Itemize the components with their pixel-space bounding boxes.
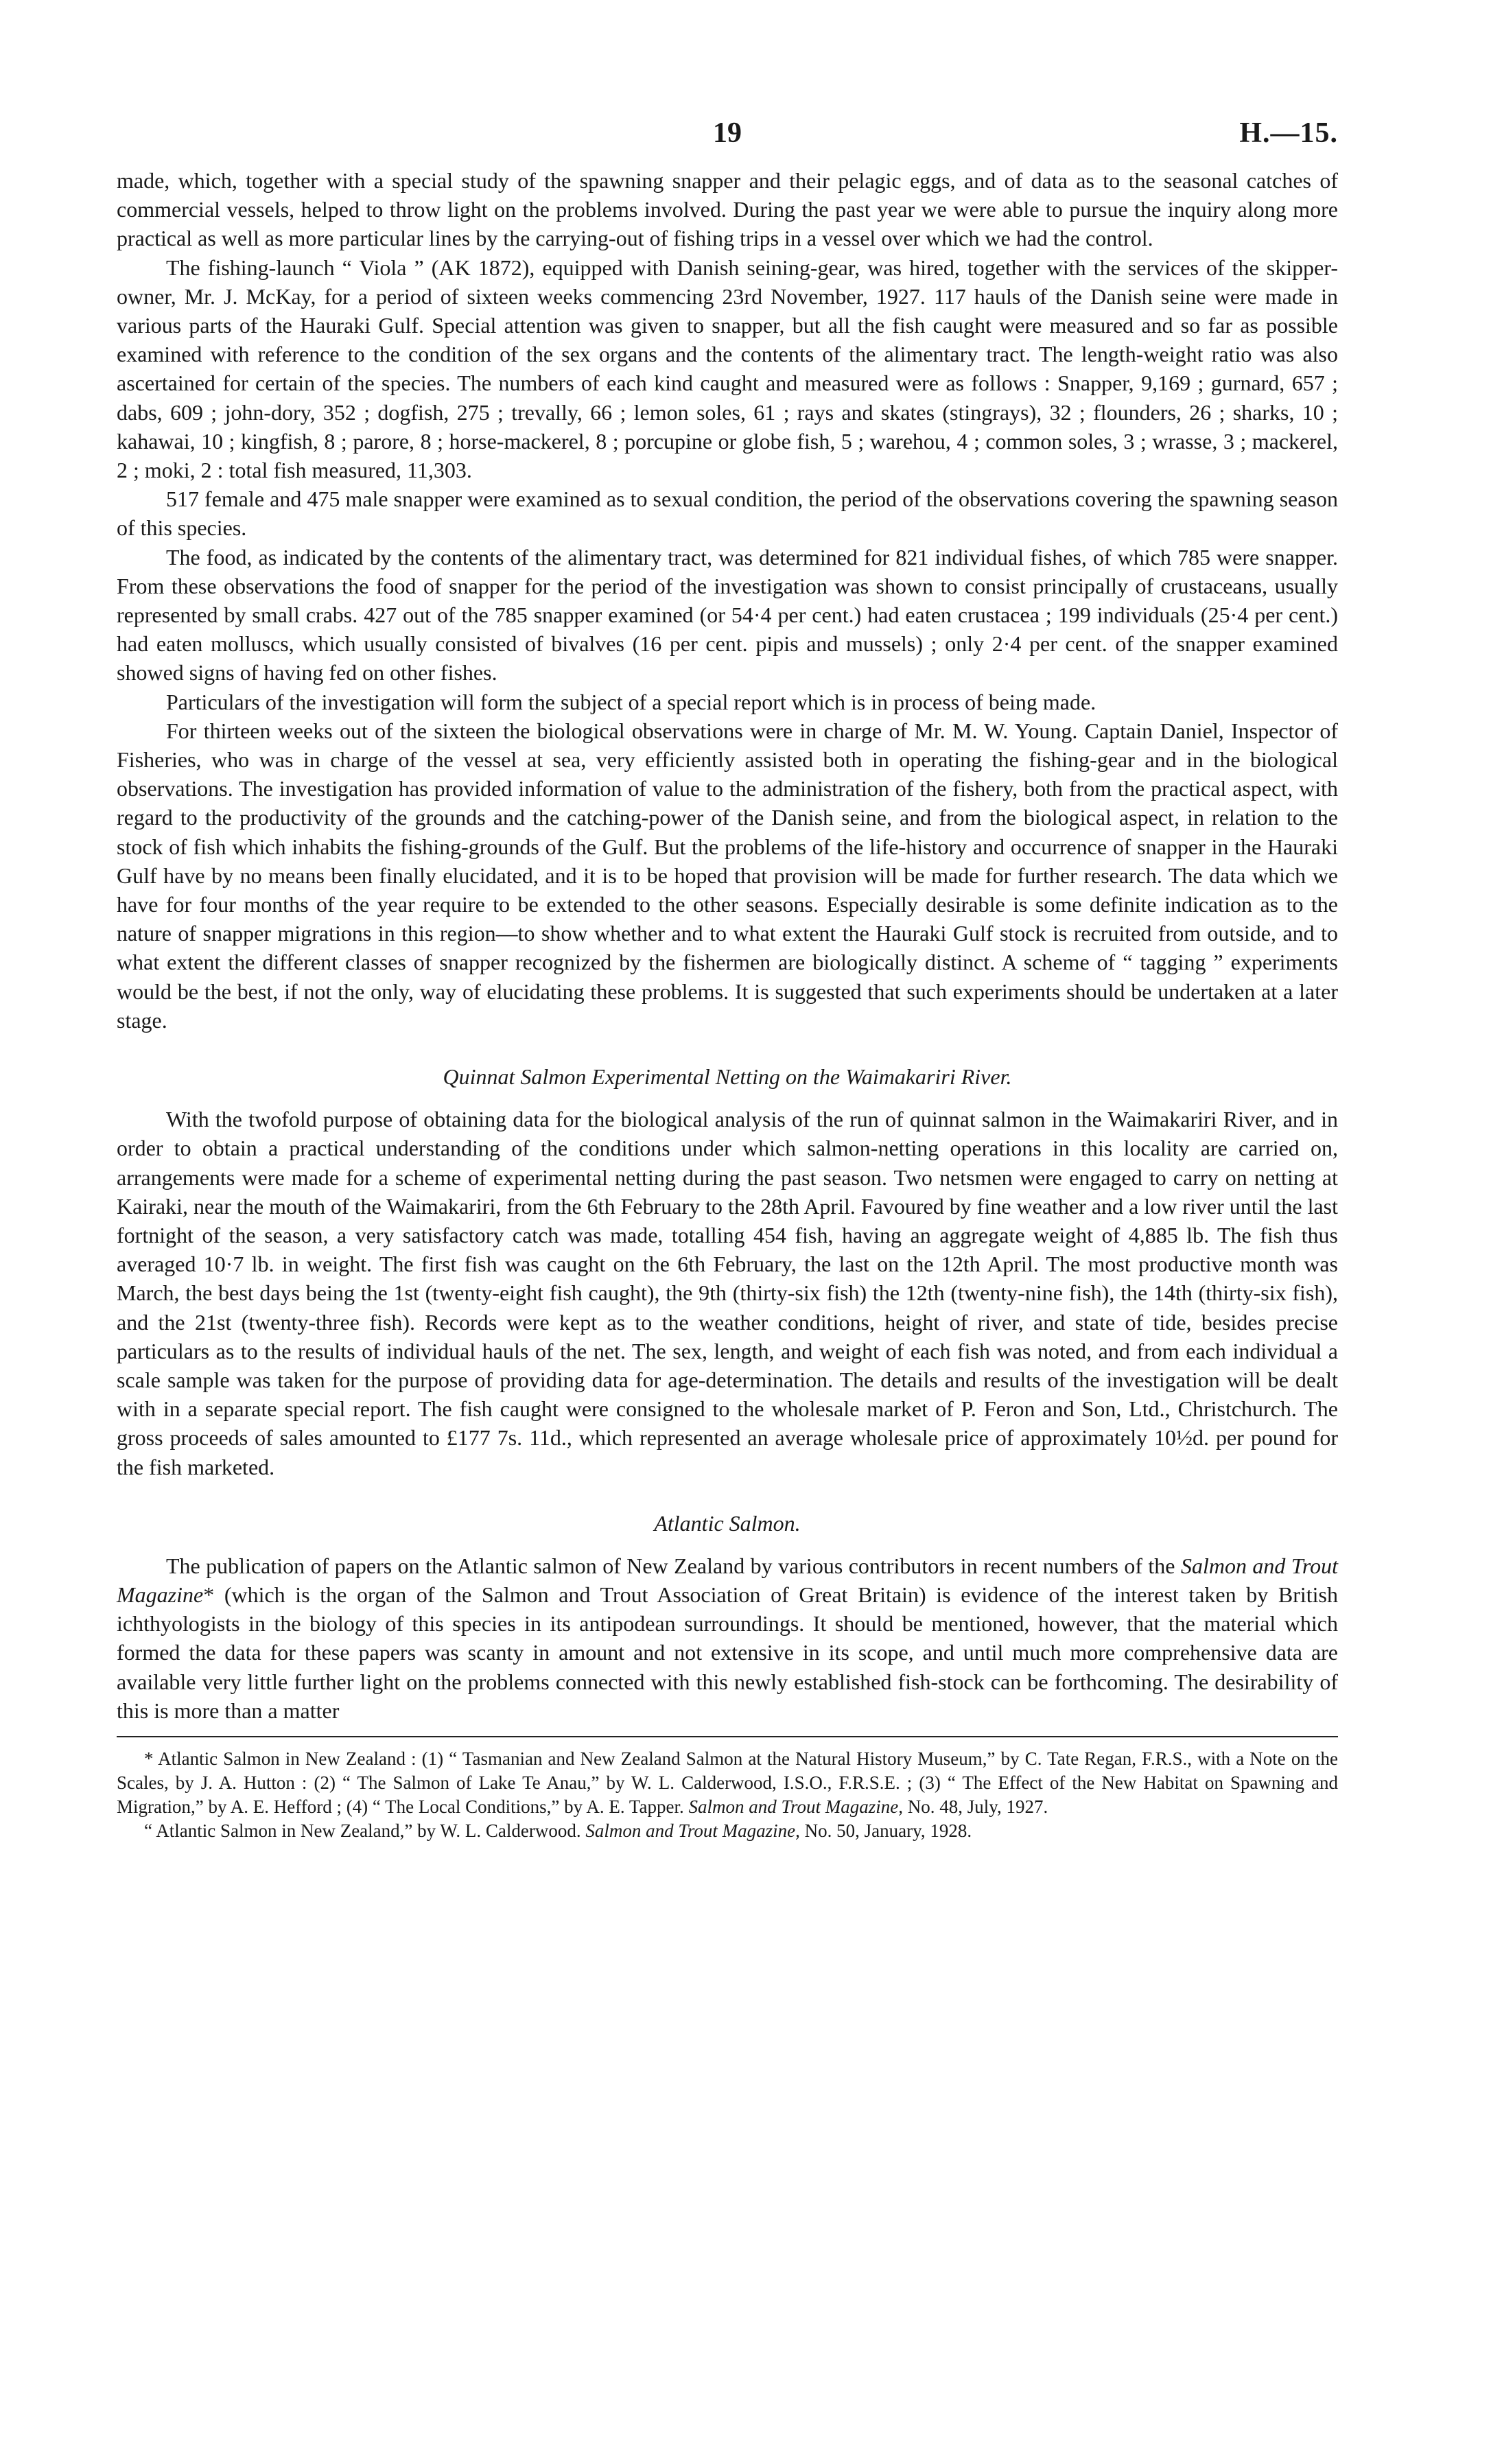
section-heading-quinnat: Quinnat Salmon Experimental Netting on the Waimakariri River. (443, 1064, 1012, 1090)
text-run: The publication of papers on the Atlantic salmon of New Zealand by various contributors in recent numbers of the (166, 1553, 1181, 1578)
paragraph (117, 1551, 1338, 1725)
magazine-title: Salmon and Trout Magazine, (688, 1796, 903, 1817)
paragraph: Particulars of the investigation will form the subject of a special report which is in process of being made. (166, 689, 1096, 714)
paragraph: The food, as indicated by the contents of the alimentary tract, was determined for 821 individual fishes, of which 785 were snapper. From these observations the food of snapper for the period of the investigation was shown to consist principally of crustaceans, usually represented by small crabs. 427 out of the 785 snapper examined (or 54·4 per cent.) had eaten crustacea ; 199 individuals (25·4 per cent.) had eaten molluscs, which usually consisted of bivalves (16 per cent. pipis and mussels) ; only 2·4 per cent. of the snapper examined showed signs of having fed on other fishes. (117, 544, 1338, 685)
paragraph: made, which, together with a special study of the spawning snapper and their pelagic eggs, and of data as to the seasonal catches of commercial vessels, helped to throw light on the problems involved. During the past year we were able to pursue the inquiry along more practical as well as more particular lines by the carrying-out of fishing trips in a vessel over which we had the control. (117, 168, 1338, 251)
paragraph: With the twofold purpose of obtaining data for the biological analysis of the run of quinnat salmon in the Waimakariri River, and in order to obtain a practical understanding of the conditions under which salmon-netting operations in this locality are carried on, arrangements were made for a scheme of experimental netting during the past season. Two netsmen were engaged to carry on netting at Kairaki, near the mouth of the Waimakariri, from the 6th February to the 28th April. Favoured by fine weather and a low river until the last fortnight of the season, a very satisfactory catch was made, totalling 454 fish, having an aggregate weight of 4,885 lb. The fish thus averaged 10·7 lb. in weight. The first fish was caught on the 6th February, the last on the 12th April. The most productive month was March, the best days being the 1st (twenty-eight fish caught), the 9th (thirty-six fish) the 12th (twenty-nine fish), the 14th (thirty-six fish), and the 21st (twenty-three fish). Records were kept as to the weather conditions, height of river, and state of tide, besides precise particulars as to the results of individual hauls of the net. The sex, length, and weight of each fish was noted, and from each individual a scale sample was taken for the purpose of providing data for age-determination. The details and results of the investigation will be dealt with in a separate special report. The fish caught were consigned to the wholesale market of P. Feron and Son, Ltd., Christchurch. The gross proceeds of sales amounted to £177 7s. 11d., which represented an average wholesale price of approximately 10½d. per pound for the fish marketed. (117, 1107, 1338, 1479)
paragraph: 517 female and 475 male snapper were examined as to sexual condition, the period of the observations covering the spawning season of this species. (117, 486, 1338, 541)
footnote (117, 1747, 1338, 1819)
paragraph: For thirteen weeks out of the sixteen the biological observations were in charge of Mr. M. W. Young. Captain Daniel, Inspector of Fisheries, who was in charge of the vessel at sea, very efficiently assisted both in operating the fishing-gear and in the biological observations. The investigation has provided information of value to the administration of the fishery, both from the practical aspect, with regard to the productivity of the grounds and the catching-power of the Danish seine, and from the biological aspect, in relation to the stock of fish which inhabits the fishing-grounds of the Gulf. But the problems of the life-history and occurrence of snapper in the Hauraki Gulf have by no means been finally elucidated, and it is to be hoped that provision will be made for further research. The data which we have for four months of the year require to be extended to the other seasons. Especially desirable is some definite indication as to the nature of snapper migrations in this region—to show whether and to what extent the Hauraki Gulf stock is recruited from outside, and to what extent the different classes of snapper recognized by the fishermen are biologically distinct. A scheme of “ tagging ” experiments would be the best, if not the only, way of elucidating these problems. It is suggested that such experiments should be undertaken at a later stage. (117, 718, 1338, 1033)
magazine-title: Salmon and Trout Magazine, (585, 1820, 800, 1841)
intro-section (117, 166, 1338, 1035)
section-heading-atlantic: Atlantic Salmon. (654, 1510, 801, 1536)
paragraph: The fishing-launch “ Viola ” (AK 1872), equipped with Danish seining-gear, was hired, together with the services of the skipper-owner, Mr. J. McKay, for a period of sixteen weeks commencing 23rd November, 1927. 117 hauls of the Danish seine were made in various parts of the Hauraki Gulf. Special attention was given to snapper, but all the fish caught were measured and so far as possible examined with reference to the condition of the sex organs and the contents of the alimentary tract. The length-weight ratio was also ascertained for certain of the species. The numbers of each kind caught and measured were as follows : Snapper, 9,169 ; gurnard, 657 ; dabs, 609 ; john-dory, 352 ; dogfish, 275 ; trevally, 66 ; lemon soles, 61 ; rays and skates (stingrays), 32 ; flounders, 26 ; sharks, 10 ; kahawai, 10 ; kingfish, 8 ; parore, 8 ; horse-mackerel, 8 ; porcupine or globe fish, 5 ; warehou, 4 ; common soles, 3 ; wrasse, 3 ; mackerel, 2 ; moki, 2 : total fish measured, 11,303. (117, 255, 1338, 483)
text-run: * (which is the organ of the Salmon and Trout Association of Great Britain) is evidence of the interest taken by British ichthyologists in the biology of this species in its antipodean surroundings. It should be mentioned, however, that the material which formed the data for these papers was scanty in amount and not extensive in its scope, and until much more comprehensive data are available very little further light on the problems connected with this newly established fish-stock can be forthcoming. The desirability of this is more than a matter (117, 1582, 1338, 1723)
text-run: No. 48, July, 1927. (903, 1796, 1048, 1817)
atlantic-section (117, 1551, 1338, 1725)
page-number: 19 (713, 117, 742, 149)
document-reference: H.—15. (1239, 117, 1338, 149)
text-run: No. 50, January, 1928. (799, 1820, 972, 1841)
text-run: * Atlantic Salmon in New Zealand : (1) “ Tasmanian and New Zealand Salmon at the Natural History Museum,” by C. Tate Regan, F.R.S., with a Note on the Scales, by J. A. Hutton : (2) “ The Salmon of Lake Te Anau,” by W. L. Calderwood, I.S.O., F.R.S.E. ; (3) “ The Effect of the New Habitat on Spawning and Migration,” by A. E. Hefford ; (4) “ The Local Conditions,” by A. E. Tapper. (117, 1748, 1338, 1817)
footnotes (117, 1747, 1338, 1843)
magazine-title: Salmon and Trout Magazine (117, 1553, 1339, 1607)
page-header (117, 117, 1338, 166)
text-run: “ Atlantic Salmon in New Zealand,” by W. L. Calderwood. (144, 1820, 586, 1841)
footnote (117, 1819, 1338, 1843)
quinnat-section (117, 1105, 1338, 1481)
footnote-divider (117, 1736, 1338, 1737)
document-page (117, 117, 1338, 1843)
